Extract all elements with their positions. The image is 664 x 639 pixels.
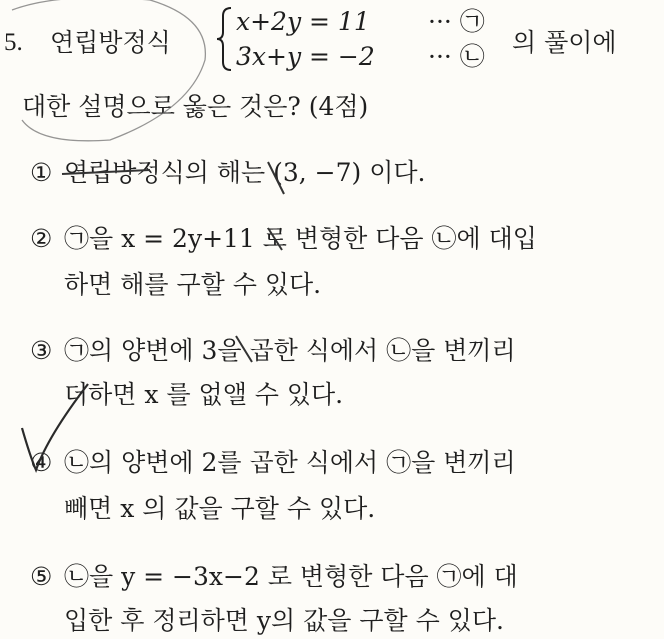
question-lead: 연립방정식	[50, 28, 171, 57]
option-3-line-2: 더하면 x 를 없앨 수 있다.	[64, 380, 344, 409]
option-4-line-2: 빼면 x 의 값을 구할 수 있다.	[64, 494, 376, 523]
option-5-line-2: 입한 후 정리하면 y의 값을 구할 수 있다.	[64, 606, 504, 635]
option-4-line-1: ㉡의 양변에 2를 곱한 식에서 ㉠을 변끼리	[64, 448, 516, 477]
equation-2: 3x+y = −2	[236, 42, 375, 71]
option-3-line-1: ㉠의 양변에 3을 곱한 식에서 ㉡을 변끼리	[64, 336, 516, 365]
option-2-line-2: 하면 해를 구할 수 있다.	[64, 270, 322, 299]
option-2-line-1: ㉠을 x = 2y+11 로 변형한 다음 ㉡에 대입	[64, 224, 537, 253]
system-brace	[215, 6, 235, 72]
equation-1-marker: ··· ㉠	[428, 7, 485, 36]
option-2-number: ②	[30, 224, 53, 253]
option-1-number: ①	[30, 158, 53, 187]
option-4-number: ④	[30, 448, 53, 477]
option-5-line-1: ㉡을 y = −3x−2 로 변형한 다음 ㉠에 대	[64, 562, 518, 591]
equation-1: x+2y = 11	[236, 7, 370, 36]
question-tail: 의 풀이에	[512, 28, 617, 57]
option-1-text: 연립방정식의 해는 (3, −7) 이다.	[64, 158, 426, 187]
question-number: 5.	[4, 29, 23, 56]
equation-2-marker: ··· ㉡	[428, 42, 485, 71]
option-3-number: ③	[30, 336, 53, 365]
question-line-2: 대한 설명으로 옳은 것은? (4점)	[22, 92, 369, 121]
option-5-number: ⑤	[30, 562, 53, 591]
